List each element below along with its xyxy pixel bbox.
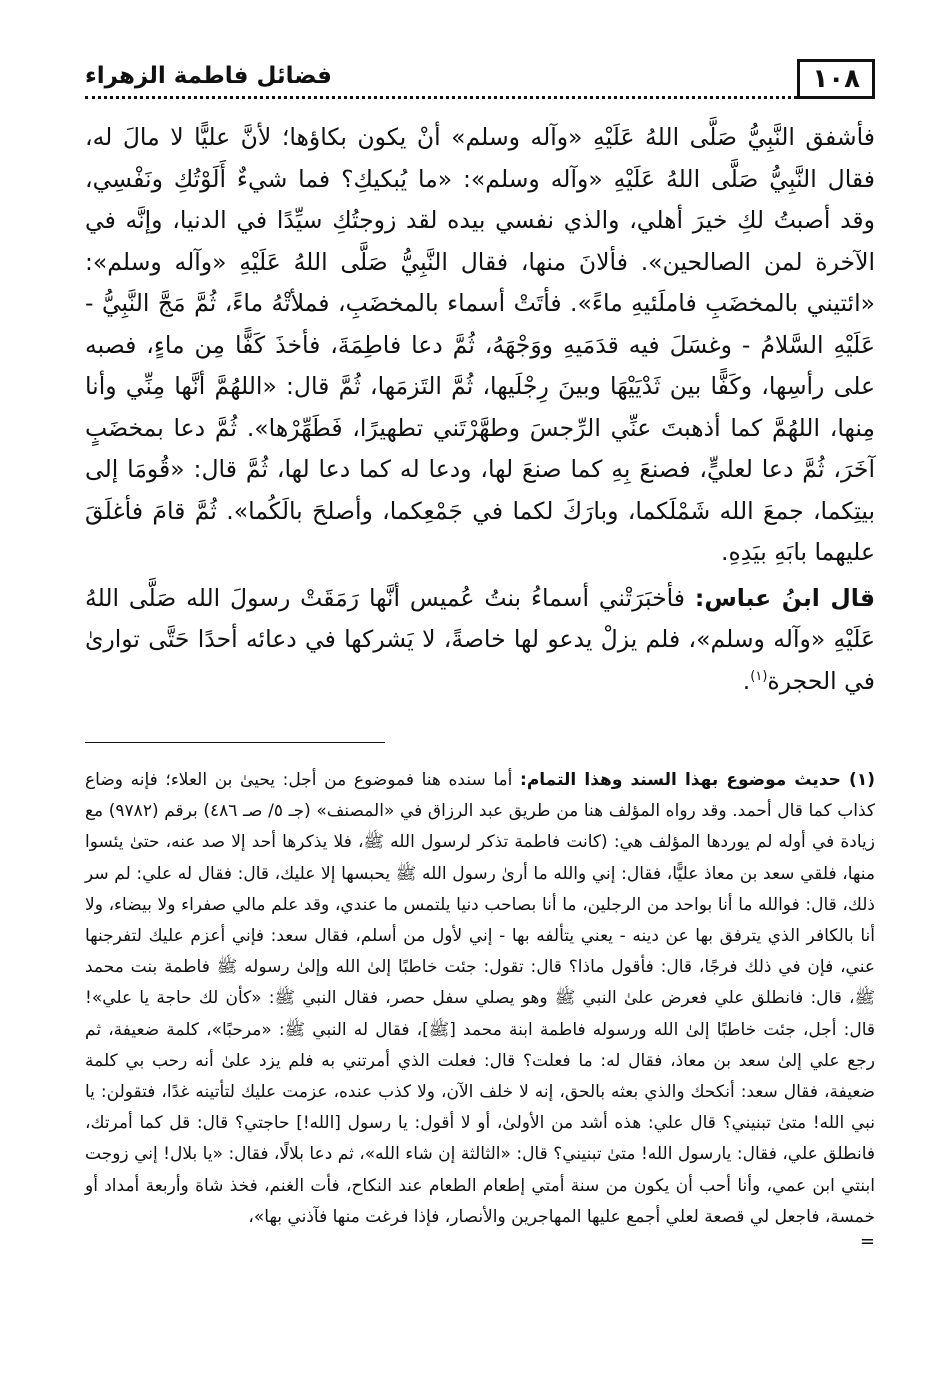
footnote-continuation-mark: = xyxy=(859,1231,875,1253)
paragraph-2-end: . xyxy=(742,666,751,695)
page-number: ١٠٨ xyxy=(797,59,875,99)
footnote-1 xyxy=(85,765,875,1233)
paragraph-2 xyxy=(85,578,875,703)
paragraph-1: فأشفق النَّبِيُّ صَلَّى اللهُ عَلَيْهِ «وآله وسلم» أنْ يكون بكاؤها؛ لأنَّ عليًّا لا مالَ له، فقال النَّبِيُّ صَلَّى اللهُ عَلَيْهِ «وآله وسلم»: «ما يُبكيكِ؟ فما شيءٌ أَلَوْتُكِ ونَفْسِي، وقد أصبتُ لكِ خيرَ أهلي، والذي نفسي بيده لقد زوجتُكِ سيِّدًا في الدنيا، وإنَّه في الآخرة لمن الصالحين». فألانَ منها، فقال النَّبِيُّ صَلَّى اللهُ عَلَيْهِ «وآله وسلم»: «ائتيني بالمخضَبِ فاملَئيهِ ماءً». فأتَتْ أسماء بالمخضَبِ، فملأتْهُ ماءً، ثُمَّ مَجَّ النَّبِيُّ - عَلَيْهِ السَّلامُ - وغسَلَ فيه قدَمَيهِ ووَجْهَهُ، ثُمَّ دعا فاطِمَةَ، فأخذَ كَفًّا مِن ماءٍ، فصبه على رأسِها، وكَفًّا بين ثَدْيَيْهَا وبينَ رِجْلَيها، ثُمَّ التَزمَها، ثُمَّ قال: «اللهُمَّ أنَّها مِنِّي وأنا مِنها، اللهُمَّ كما أذهبتَ عنِّي الرِّجسَ وطهَّرْتَني تطهيرًا، فَطَهِّرْها». ثُمَّ دعا بمخضَبٍ آخَرَ، ثُمَّ دعا لعليٍّ، فصنعَ بِهِ كما صنعَ لها، ودعا له كما دعا لها، ثُمَّ قال: «قُومَا إلى بيتِكما، جمعَ الله شَمْلَكما، وبارَكَ لكما في جَمْعِكما، وأصلحَ بالَكُما». ثُمَّ قامَ فأغلَقَ عليهما بابَهِ بيَدِهِ. xyxy=(85,123,875,566)
header-dotted-rule xyxy=(85,96,875,99)
paragraph-2-lead: قال ابنُ عباس: xyxy=(694,583,875,612)
book-page xyxy=(85,55,876,1253)
footnote-separator xyxy=(85,742,385,743)
running-title: فضائل فاطمة الزهراء xyxy=(85,63,332,89)
footnotes xyxy=(85,765,876,1253)
paragraph-2-text: فأخبَرَتْني أسماءُ بنتُ عُميس أنَّها رَمَقَتْ رسولَ الله صَلَّى اللهُ عَلَيْهِ «وآله وسلم»، فلم يزلْ يدعو لها خاصةً، لا يَشركها في دعائه أحدًا حَتَّى توارىٰ في الحجرة xyxy=(85,583,875,695)
footnote-1-text: أما سنده هنا فموضوع من أجل: يحيىٰ بن العلاء؛ فإنه وضاع كذاب كما قال أحمد. وقد رواه المؤلف هنا من طريق عبد الرزاق في «المصنف» (جـ ٥/ صـ ٤٨٦) برقم (٩٧٨٢) مع زيادة في أوله لم يوردها المؤلف هي: (كانت فاطمة تذكر لرسول الله ﷺ، فلا يذكرها أحد إلا صد عنه، حتىٰ يئسوا منها، فلقي سعد بن معاذ عليًّا، فقال: إني والله ما أرىٰ رسول الله ﷺ يحبسها إلا عليك، قال: فقال له علي: لم سر ذلك، قال: فوالله ما أنا بواحد من الرجلين، ما أنا بصاحب دنيا يلتمس ما عندي، وقد علم مالي صفراء ولا بيضاء، ولا أنا بالكافر الذي يترفق بها عن دينه - يعني يتألفه بها - إني لأول من أسلم، فقال سعد: فإني أعزم عليك لتفرجنها عني، فإن في ذلك فرجًا، قال: فأقول ماذا؟ قال: تقول: جئت خاطبًا إلىٰ الله وإلىٰ رسوله ﷺ فاطمة بنت محمد ﷺ، قال: فانطلق علي فعرض علىٰ النبي ﷺ وهو يصلي سفل حصر، فقال النبي ﷺ: «كأن لك حاجة يا علي»! قال: أجل، جئت خاطبًا إلىٰ الله ورسوله فاطمة ابنة محمد [ﷺ]، فقال له النبي ﷺ: «مرحبًا»، كلمة ضعيفة، ثم رجع علي إلىٰ سعد بن معاذ، فقال له: ما فعلت؟ قال: فعلت الذي أمرتني به فلم يزد علىٰ أنه رحب بي كلمة ضعيفة، فقال سعد: أنكحك والذي بعثه بالحق، إنه لا خلف الآن، ولا كذب عنده، عزمت عليك لتأتينه غدًا، فتقولن: يا نبي الله! متىٰ تبنيني؟ قال علي: هذه أشد من الأولىٰ، أو لا أقول: يا رسول [الله!] حاجتي؟ قال: قل كما أمرتك، فانطلق علي، فقال: يارسول الله! متىٰ تبنيني؟ قال: «الثالثة إن شاء الله»، ثم دعا بلالًا، فقال: «يا بلال! إني زوجت ابنتي ابن عمي، وأنا أحب أن يكون من سنة أمتي إطعام الطعام عند النكاح، فأت الغنم، فخذ شاة وأربعة أمداد أو خمسة، فاجعل لي قصعة لعلي أجمع عليها المهاجرين والأنصار، فإذا فرغت منها فآذني بها»، xyxy=(85,770,876,1227)
page-header xyxy=(85,55,875,99)
footnote-reference: (١) xyxy=(750,668,768,684)
main-text xyxy=(85,117,875,702)
footnote-1-lead: (١) حديث موضوع بهذا السند وهذا التمام: xyxy=(520,770,875,790)
